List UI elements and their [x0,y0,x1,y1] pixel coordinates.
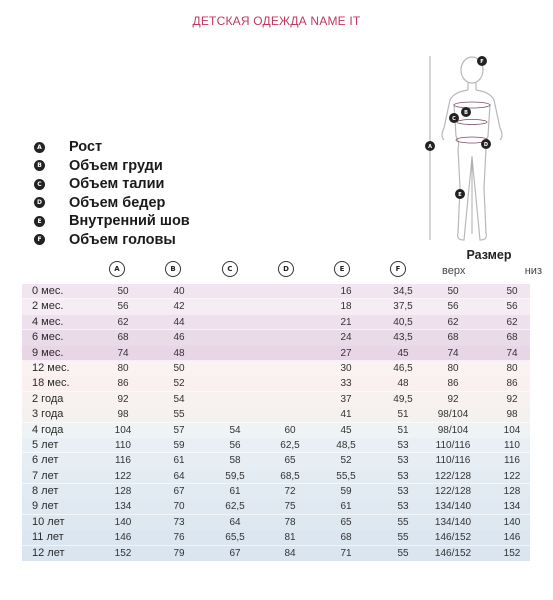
value-cell-b: 67 [173,486,185,498]
value-cell-f: 43,5 [393,332,413,344]
value-cell-f: 46,5 [393,362,413,374]
table-row [22,392,530,407]
size-title: Размер [466,248,512,262]
value-cell-e: 48,5 [336,439,356,451]
table-row [22,469,530,484]
value-cell-bottom: 92 [506,393,518,405]
age-cell: 6 лет [32,454,59,467]
value-cell-top: 86 [447,378,459,390]
value-cell-top: 134/140 [434,516,472,528]
table-row [22,330,530,345]
legend-label: Объем талии [69,176,165,193]
age-cell: 2 мес. [32,300,64,313]
age-cell: 18 мес. [32,377,70,390]
svg-text:A: A [428,144,432,150]
value-cell-e: 52 [340,455,352,467]
table-row [22,346,530,361]
value-cell-e: 68 [340,532,352,544]
value-cell-e: 24 [340,332,352,344]
value-cell-top: 50 [447,286,459,297]
age-cell: 7 лет [32,469,59,482]
table-row [22,530,530,545]
value-cell-top: 110/116 [435,455,471,467]
table-row [22,361,530,376]
body-measurement-figure [410,48,510,248]
age-cell: 11 лет [32,531,64,544]
value-cell-b: 73 [173,516,185,528]
value-cell-top: 56 [447,301,459,313]
value-cell-c: 62,5 [225,501,245,513]
table-row [22,453,530,468]
value-cell-e: 65 [340,516,352,528]
value-cell-a: 80 [117,362,129,374]
legend-item [34,231,190,250]
value-cell-a: 50 [117,286,129,297]
table-row [22,484,530,499]
age-cell: 10 лет [32,515,65,528]
legend-item [34,138,190,157]
value-cell-c: 61 [229,486,241,498]
marker-c-icon: C [34,179,45,190]
value-cell-d: 81 [284,532,296,544]
svg-text:E: E [458,192,462,198]
value-cell-a: 104 [114,424,132,436]
value-cell-top: 98/104 [437,424,469,436]
value-cell-f: 45 [397,347,409,359]
value-cell-b: 40 [173,286,185,297]
value-cell-b: 76 [173,532,185,544]
svg-text:D: D [483,142,489,148]
value-cell-a: 110 [115,439,131,451]
table-row [22,499,530,514]
value-cell-a: 74 [117,347,129,359]
value-cell-f: 51 [397,409,409,421]
value-cell-b: 79 [173,547,185,559]
value-cell-top: 146/152 [434,547,472,559]
value-cell-top: 92 [447,393,459,405]
value-cell-f: 55 [397,547,409,559]
value-cell-e: 33 [340,378,352,390]
measurement-legend [34,138,190,249]
value-cell-c: 58 [229,455,241,467]
value-cell-a: 140 [114,516,132,528]
age-cell: 4 года [32,423,64,436]
value-cell-b: 55 [173,409,185,421]
column-e-icon: E [334,261,350,277]
table-row [22,515,530,530]
value-cell-c: 56 [229,439,241,451]
table-row [22,315,530,330]
value-cell-a: 146 [114,532,132,544]
value-cell-bottom: 116 [504,455,520,467]
value-cell-f: 37,5 [393,301,413,313]
value-cell-f: 55 [397,532,409,544]
value-cell-e: 45 [340,424,352,436]
value-cell-f: 49,5 [393,393,413,405]
value-cell-f: 53 [397,501,409,513]
legend-item [34,212,190,231]
value-cell-top: 80 [447,362,459,374]
value-cell-c: 54 [229,424,241,436]
value-cell-bottom: 62 [506,316,518,328]
age-cell: 2 года [32,392,64,405]
value-cell-bottom: 68 [506,332,518,344]
age-cell: 0 мес. [32,285,64,297]
value-cell-bottom: 98 [506,409,518,421]
value-cell-d: 84 [284,547,296,559]
value-cell-a: 92 [117,393,129,405]
legend-item [34,175,190,194]
value-cell-b: 59 [173,439,185,451]
value-cell-a: 56 [117,301,129,313]
value-cell-bottom: 152 [503,547,521,559]
value-cell-c: 67 [229,547,241,559]
value-cell-e: 59 [340,486,352,498]
column-d-icon: D [278,261,294,277]
value-cell-b: 70 [173,501,185,513]
value-cell-d: 78 [284,516,296,528]
value-cell-bottom: 146 [503,532,521,544]
value-cell-a: 62 [117,316,129,328]
age-cell: 4 мес. [32,315,64,328]
legend-item [34,194,190,213]
legend-label: Объем груди [69,157,163,174]
value-cell-top: 122/128 [434,470,472,482]
value-cell-f: 55 [397,516,409,528]
value-cell-d: 62,5 [280,439,300,451]
value-cell-b: 57 [173,424,185,436]
value-cell-bottom: 50 [506,286,518,297]
value-cell-top: 74 [447,347,459,359]
value-cell-a: 86 [117,378,129,390]
value-cell-d: 60 [284,424,296,436]
value-cell-e: 37 [340,393,352,405]
value-cell-bottom: 110 [504,439,520,451]
value-cell-a: 128 [114,486,132,498]
value-cell-e: 30 [340,362,352,374]
legend-label: Объем головы [69,231,176,248]
table-row [22,376,530,391]
svg-text:C: C [452,116,456,122]
value-cell-e: 18 [340,301,352,313]
table-row [22,284,530,299]
value-cell-bottom: 74 [506,347,518,359]
table-row [22,407,530,422]
value-cell-b: 44 [173,316,185,328]
age-cell: 5 лет [32,438,59,451]
marker-b-icon: B [34,160,45,171]
value-cell-top: 62 [447,316,459,328]
age-cell: 9 лет [32,500,59,513]
value-cell-e: 41 [340,409,352,421]
value-cell-d: 68,5 [280,470,300,482]
value-cell-b: 42 [173,301,185,313]
value-cell-d: 65 [284,455,296,467]
age-cell: 6 мес. [32,331,64,344]
value-cell-b: 50 [173,362,185,374]
value-cell-f: 53 [397,486,409,498]
value-cell-bottom: 122 [503,470,521,482]
value-cell-c: 59,5 [225,470,245,482]
value-cell-b: 61 [173,455,185,467]
value-cell-b: 64 [173,470,185,482]
size-top-label: верх [442,265,466,277]
size-bottom-label: низ [524,265,542,277]
value-cell-e: 71 [340,547,352,559]
value-cell-b: 52 [173,378,185,390]
marker-a-icon: A [34,142,45,153]
table-row [22,438,530,453]
value-cell-a: 134 [114,501,132,513]
age-cell: 8 лет [32,485,59,498]
age-cell: 12 мес. [32,361,70,374]
table-row [22,546,530,561]
value-cell-top: 122/128 [434,486,472,498]
value-cell-bottom: 80 [506,362,518,374]
legend-item [34,157,190,176]
value-cell-e: 21 [340,316,352,328]
legend-label: Объем бедер [69,194,166,211]
marker-f-icon: F [34,234,45,245]
value-cell-e: 16 [340,286,352,297]
value-cell-top: 110/116 [435,439,471,451]
column-f-icon: F [390,261,406,277]
column-b-icon: B [165,261,181,277]
age-cell: 12 лет [32,546,65,559]
column-c-icon: C [222,261,238,277]
value-cell-a: 116 [115,455,131,467]
marker-e-icon: E [34,216,45,227]
value-cell-top: 146/152 [434,532,472,544]
value-cell-b: 48 [173,347,185,359]
value-cell-c: 65,5 [225,532,245,544]
value-cell-top: 68 [447,332,459,344]
legend-label: Внутренний шов [69,213,190,230]
value-cell-f: 53 [397,439,409,451]
value-cell-bottom: 56 [506,301,518,313]
value-cell-b: 54 [173,393,185,405]
value-cell-f: 48 [397,378,409,390]
value-cell-d: 72 [284,486,296,498]
value-cell-b: 46 [173,332,185,344]
value-cell-f: 53 [397,455,409,467]
value-cell-f: 51 [397,424,409,436]
value-cell-top: 134/140 [434,501,472,513]
value-cell-a: 122 [114,470,132,482]
column-a-icon: A [109,261,125,277]
value-cell-c: 64 [229,516,241,528]
value-cell-a: 98 [117,409,129,421]
value-cell-a: 152 [114,547,132,559]
value-cell-f: 34,5 [393,286,413,297]
column-header-icons [0,261,553,277]
value-cell-bottom: 140 [503,516,521,528]
age-cell: 3 года [32,408,64,421]
svg-text:F: F [480,59,484,65]
legend-label: Рост [69,139,103,156]
value-cell-f: 40,5 [393,316,413,328]
svg-text:B: B [464,110,468,116]
value-cell-e: 27 [340,347,352,359]
value-cell-top: 98/104 [437,409,469,421]
value-cell-f: 53 [397,470,409,482]
value-cell-e: 61 [340,501,352,513]
page-title: ДЕТСКАЯ ОДЕЖДА NAME IT [192,14,361,28]
size-table [22,284,530,561]
value-cell-e: 55,5 [336,470,356,482]
value-cell-bottom: 134 [503,501,521,513]
table-row [22,423,530,438]
table-row [22,299,530,314]
value-cell-bottom: 128 [503,486,521,498]
marker-d-icon: D [34,197,45,208]
value-cell-bottom: 86 [506,378,518,390]
value-cell-d: 75 [284,501,296,513]
age-cell: 9 мес. [32,346,64,359]
value-cell-a: 68 [117,332,129,344]
value-cell-bottom: 104 [503,424,521,436]
